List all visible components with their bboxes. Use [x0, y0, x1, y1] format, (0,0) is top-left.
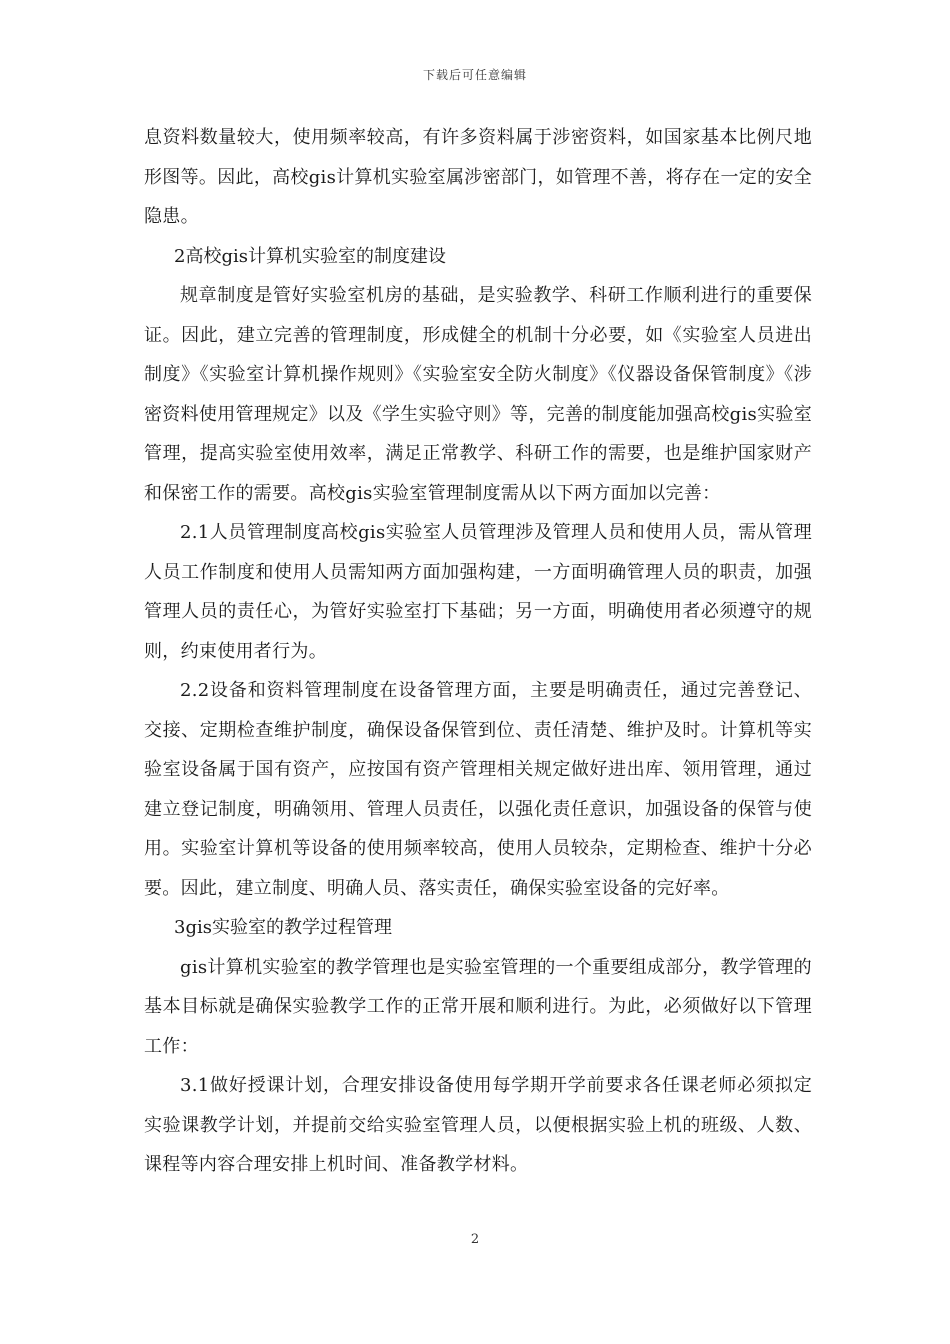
paragraph-course-plan: 3.1做好授课计划，合理安排设备使用每学期开学前要求各任课老师必须拟定实验课教学计划，并提前交给实验室管理人员，以便根据实验上机的班级、人数、课程等内容合理安排上机时间、准备教学材料。 [144, 1075, 812, 1175]
document-body [144, 118, 812, 1185]
paragraph-regulations: 规章制度是管好实验室机房的基础，是实验教学、科研工作顺利进行的重要保证。因此，建立完善的管理制度，形成健全的机制十分必要，如《实验室人员进出制度》《实验室计算机操作规则》《实验室安全防火制度》《仪器设备保管制度》《涉密资料使用管理规定》以及《学生实验守则》等，完善的制度能加强高校gis实验室管理，提高实验室使用效率，满足正常教学、科研工作的需要，也是维护国家财产和保密工作的需要。高校gis实验室管理制度需从以下两方面加以完善： [144, 285, 812, 504]
section-heading-2: 2高校gis计算机实验室的制度建设 [174, 245, 446, 267]
header-note: 下载后可任意编辑 [422, 68, 527, 82]
section-heading-3: 3gis实验室的教学过程管理 [174, 917, 392, 938]
paragraph-personnel-management: 2.1人员管理制度高校gis实验室人员管理涉及管理人员和使用人员，需从管理人员工作制度和使用人员需知两方面加强构建，一方面明确管理人员的职责，加强管理人员的责任心，为管好实验室打下基础；另一方面，明确使用者必须遵守的规则，约束使用者行为。 [144, 522, 812, 662]
paragraph-equipment-management: 2.2设备和资料管理制度在设备管理方面，主要是明确责任，通过完善登记、交接、定期检查维护制度，确保设备保管到位、责任清楚、维护及时。计算机等实验室设备属于国有资产，应按国有资产管理相关规定做好进出库、领用管理，通过建立登记制度，明确领用、管理人员责任，以强化责任意识，加强设备的保管与使用。实验室计算机等设备的使用频率较高，使用人员较杂，定期检查、维护十分必要。因此，建立制度、明确人员、落实责任，确保实验室设备的完好率。 [144, 680, 812, 899]
paragraph-teaching-management: gis计算机实验室的教学管理也是实验室管理的一个重要组成部分，教学管理的基本目标就是确保实验教学工作的正常开展和顺利进行。为此，必须做好以下管理工作： [144, 956, 812, 1057]
page-number: 2 [470, 1232, 480, 1247]
paragraph-continued: 息资料数量较大，使用频率较高，有许多资料属于涉密资料，如国家基本比例尺地形图等。因此，高校gis计算机实验室属涉密部门，如管理不善，将存在一定的安全隐患。 [144, 127, 812, 227]
